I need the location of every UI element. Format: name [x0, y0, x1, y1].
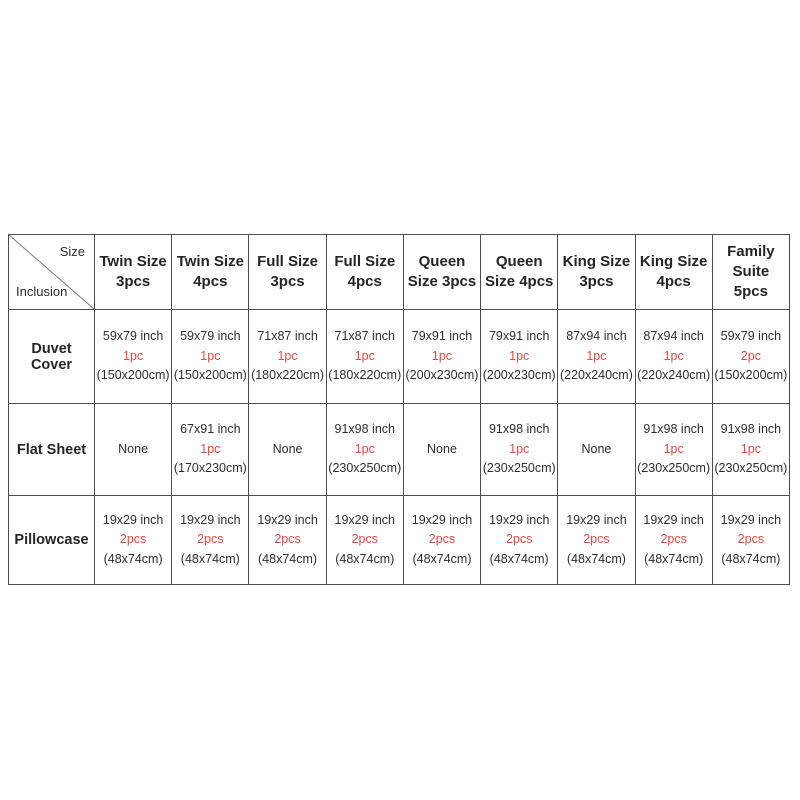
cell-quantity: 2pc [740, 348, 761, 363]
cell-size-inch: 59x79 inch [102, 329, 164, 344]
cell-size-inch: 71x87 inch [257, 329, 318, 344]
cell-pillow-queen3 [403, 496, 480, 585]
column-header-queen-3pcs: Queen Size 3pcs [403, 235, 480, 310]
cell-size-inch: None [272, 441, 303, 456]
cell-quantity: 2pcs [428, 532, 456, 547]
cell-quantity: 1pc [200, 441, 221, 456]
cell-size-cm: (200x230cm) [482, 368, 556, 383]
cell-size-inch: 79x91 inch [411, 329, 473, 344]
cell-pillow-twin3 [95, 496, 172, 585]
cell-flat-full3 [249, 404, 326, 496]
cell-quantity: 1pc [509, 348, 530, 363]
row-label-duvet-cover: Duvet Cover [9, 310, 95, 404]
corner-label-size: Size [59, 244, 85, 259]
cell-size-inch: 71x87 inch [334, 329, 395, 344]
cell-flat-queen3 [403, 404, 480, 496]
cell-size-cm: (230x250cm) [328, 461, 402, 476]
cell-flat-twin3 [95, 404, 172, 496]
cell-pillow-full4 [326, 496, 403, 585]
cell-quantity: 1pc [200, 348, 221, 363]
cell-flat-king4 [635, 404, 712, 496]
cell-duvet-queen3 [403, 310, 480, 404]
cell-size-cm: (170x230cm) [173, 461, 247, 476]
cell-size-inch: 91x98 inch [334, 422, 395, 437]
cell-size-inch: 19x29 inch [720, 512, 782, 527]
cell-size-inch: 87x94 inch [566, 329, 627, 344]
cell-size-cm: (48x74cm) [335, 551, 395, 566]
cell-size-inch: 19x29 inch [411, 512, 473, 527]
column-header-king-4pcs: King Size 4pcs [635, 235, 712, 310]
cell-size-inch: 91x98 inch [720, 422, 782, 437]
cell-size-inch: 91x98 inch [488, 422, 550, 437]
size-chart-table [8, 234, 790, 585]
cell-quantity: 1pc [586, 348, 607, 363]
corner-label-inclusion: Inclusion [16, 284, 68, 299]
cell-size-inch: 59x79 inch [180, 329, 241, 344]
cell-size-cm: (150x200cm) [173, 368, 247, 383]
cell-quantity: 1pc [354, 348, 375, 363]
column-header-twin-4pcs: Twin Size 4pcs [172, 235, 249, 310]
cell-size-inch: None [427, 441, 457, 456]
cell-size-cm: (48x74cm) [566, 551, 626, 566]
cell-size-inch: 59x79 inch [720, 329, 782, 344]
header-row [9, 235, 790, 310]
cell-quantity: 2pcs [119, 532, 147, 547]
cell-pillow-queen4 [481, 496, 558, 585]
cell-pillow-full3 [249, 496, 326, 585]
column-header-queen-4pcs: Queen Size 4pcs [481, 235, 558, 310]
cell-quantity: 2pcs [506, 532, 533, 547]
cell-duvet-family5 [712, 310, 789, 404]
cell-pillow-king4 [635, 496, 712, 585]
column-header-twin-3pcs: Twin Size 3pcs [95, 235, 172, 310]
column-header-full-4pcs: Full Size 4pcs [326, 235, 403, 310]
cell-size-cm: (150x200cm) [714, 368, 788, 383]
cell-duvet-king4 [635, 310, 712, 404]
cell-pillow-family5 [712, 496, 789, 585]
cell-size-cm: (230x250cm) [482, 461, 556, 476]
cell-size-cm: (48x74cm) [258, 551, 318, 566]
row-pillowcase [9, 496, 790, 585]
cell-pillow-king3 [558, 496, 635, 585]
cell-size-cm: (48x74cm) [644, 551, 704, 566]
cell-size-inch: 87x94 inch [643, 329, 704, 344]
cell-duvet-full4 [326, 310, 403, 404]
row-label-flat-sheet: Flat Sheet [9, 404, 95, 496]
cell-duvet-king3 [558, 310, 635, 404]
cell-size-inch: 19x29 inch [643, 512, 704, 527]
cell-size-inch: 67x91 inch [180, 422, 241, 437]
cell-size-inch: 79x91 inch [488, 329, 550, 344]
cell-size-cm: (48x74cm) [489, 551, 549, 566]
cell-size-cm: (220x240cm) [637, 368, 711, 383]
cell-duvet-twin4 [172, 310, 249, 404]
row-duvet-cover [9, 310, 790, 404]
cell-size-inch: None [118, 441, 149, 456]
cell-quantity: 1pc [431, 348, 453, 363]
cell-size-cm: (150x200cm) [96, 368, 170, 383]
cell-size-inch: None [581, 441, 612, 456]
cell-flat-family5 [712, 404, 789, 496]
cell-quantity: 2pcs [737, 532, 765, 547]
cell-size-inch: 19x29 inch [180, 512, 241, 527]
cell-size-cm: (48x74cm) [412, 551, 472, 566]
cell-quantity: 1pc [509, 441, 530, 456]
cell-size-cm: (220x240cm) [559, 368, 633, 383]
cell-size-inch: 19x29 inch [102, 512, 164, 527]
cell-quantity: 1pc [663, 441, 684, 456]
cell-quantity: 1pc [354, 441, 375, 456]
cell-quantity: 1pc [277, 348, 298, 363]
cell-flat-queen4 [481, 404, 558, 496]
cell-size-cm: (48x74cm) [103, 551, 163, 566]
cell-size-inch: 19x29 inch [566, 512, 627, 527]
cell-flat-full4 [326, 404, 403, 496]
column-header-full-3pcs: Full Size 3pcs [249, 235, 326, 310]
cell-duvet-twin3 [95, 310, 172, 404]
cell-quantity: 2pcs [197, 532, 224, 547]
cell-quantity: 2pcs [351, 532, 378, 547]
cell-flat-twin4 [172, 404, 249, 496]
cell-pillow-twin4 [172, 496, 249, 585]
cell-size-cm: (230x250cm) [714, 461, 788, 476]
cell-duvet-queen4 [481, 310, 558, 404]
cell-size-cm: (200x230cm) [405, 368, 479, 383]
cell-size-inch: 19x29 inch [334, 512, 395, 527]
cell-size-cm: (180x220cm) [328, 368, 402, 383]
cell-size-cm: (180x220cm) [251, 368, 325, 383]
cell-quantity: 2pcs [274, 532, 301, 547]
cell-size-cm: (48x74cm) [721, 551, 781, 566]
cell-size-inch: 19x29 inch [488, 512, 550, 527]
row-flat-sheet [9, 404, 790, 496]
cell-size-cm: (230x250cm) [637, 461, 711, 476]
cell-quantity: 2pcs [660, 532, 687, 547]
cell-duvet-full3 [249, 310, 326, 404]
cell-quantity: 2pcs [583, 532, 610, 547]
cell-quantity: 1pc [740, 441, 761, 456]
cell-size-cm: (48x74cm) [180, 551, 240, 566]
column-header-family-5pcs: Family Suite 5pcs [712, 235, 789, 310]
cell-quantity: 1pc [123, 348, 144, 363]
row-label-pillowcase: Pillowcase [9, 496, 95, 585]
cell-flat-king3 [558, 404, 635, 496]
corner-cell [9, 235, 95, 310]
cell-size-inch: 19x29 inch [257, 512, 318, 527]
column-header-king-3pcs: King Size 3pcs [558, 235, 635, 310]
cell-size-inch: 91x98 inch [643, 422, 704, 437]
cell-quantity: 1pc [663, 348, 684, 363]
